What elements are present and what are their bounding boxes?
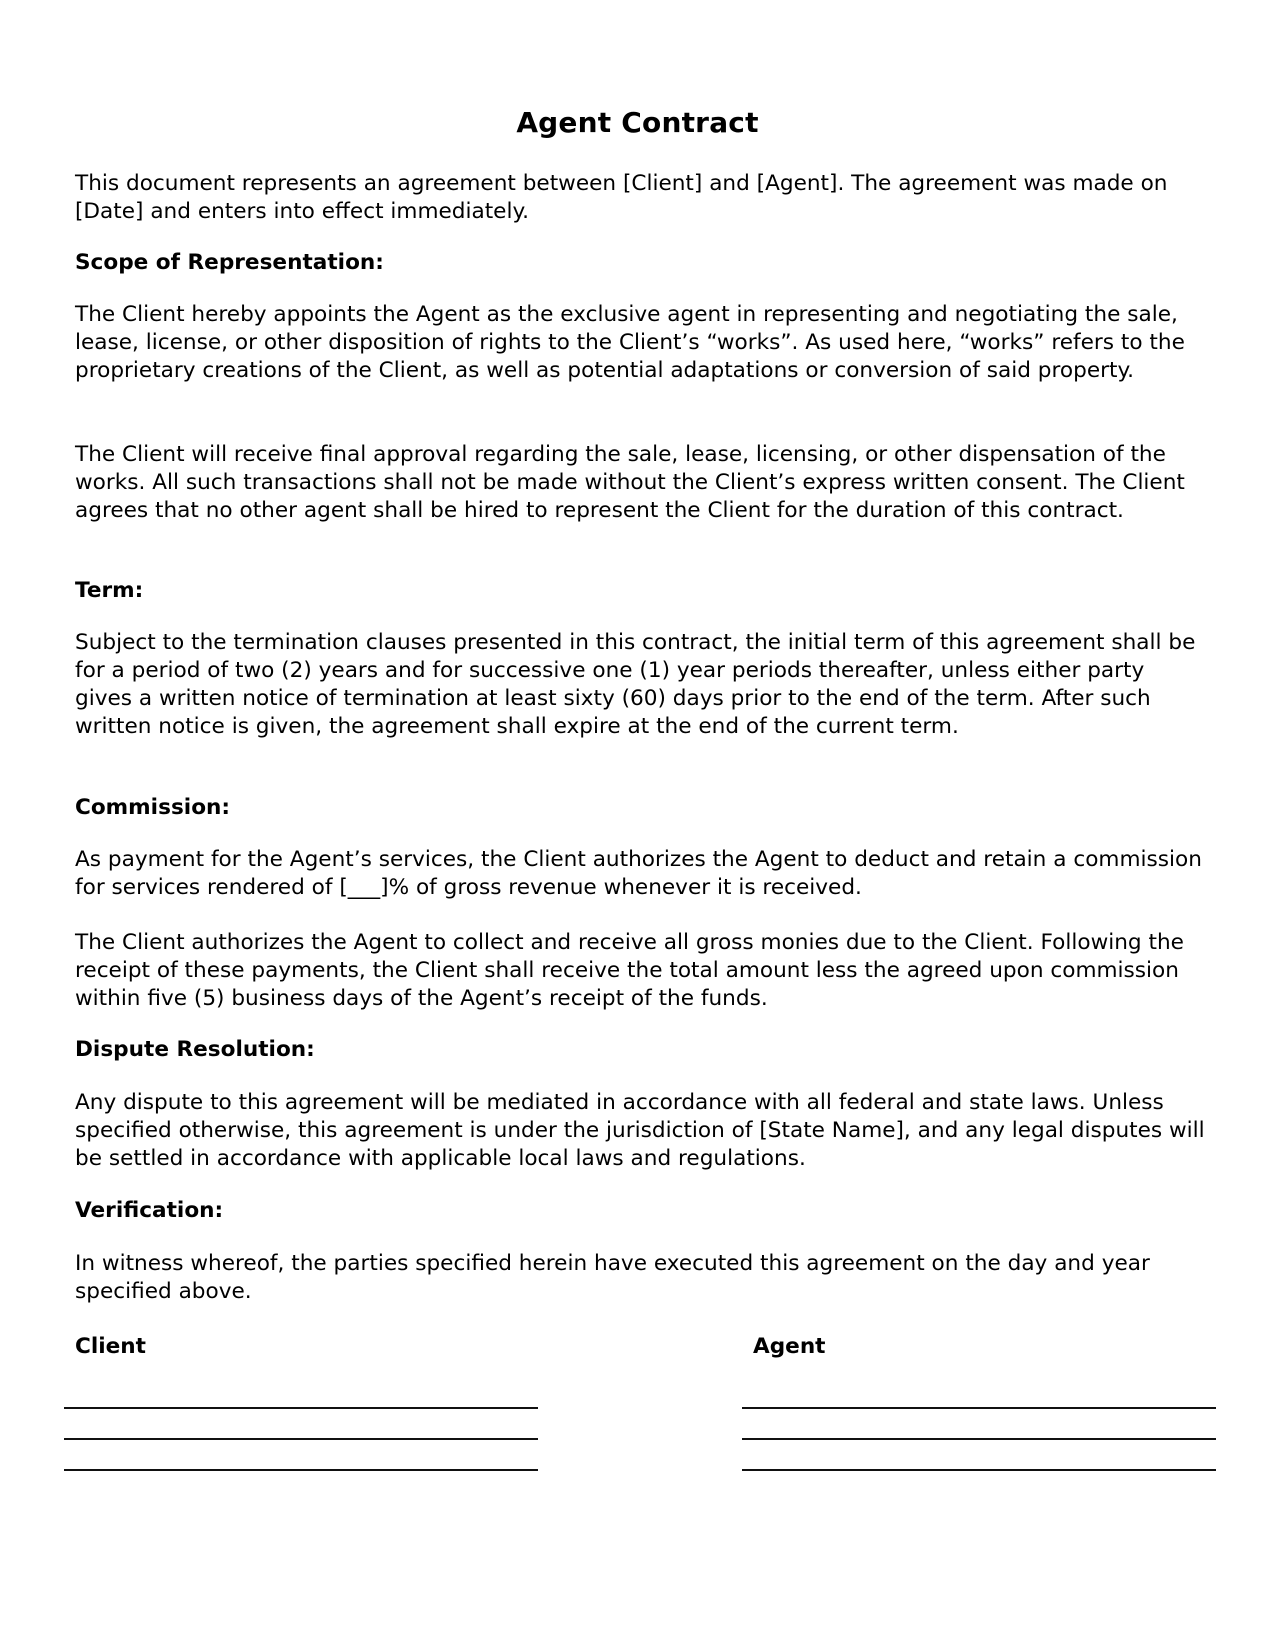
section-heading-commission: Commission:: [75, 795, 231, 820]
document-title: Agent Contract: [516, 106, 759, 139]
scope-paragraph-2: [75, 441, 1205, 525]
section-heading-term: Term:: [75, 578, 144, 603]
section-heading-scope: Scope of Representation:: [75, 250, 384, 275]
section-heading-verification: Verification:: [75, 1198, 224, 1223]
agent-signature-line-3[interactable]: [742, 1469, 1216, 1471]
scope-text-1: The Client hereby appoints the Agent as the exclusive agent in representing and negotiating the sale, lease, license, or other disposition of rights to the Client’s “works”. As used here, “works” refers to the proprietary creations of the Client, as well as potential adaptations or conversion of said property.: [75, 302, 1185, 383]
term-text: Subject to the termination clauses presented in this contract, the initial term of this agreement shall be for a period of two (2) years and for successive one (1) year periods thereafter, unless either party gives a written notice of termination at least sixty (60) days prior to the end of the term. After such written notice is given, the agreement shall expire at the end of the current term.: [75, 630, 1196, 739]
commission-text-1: As payment for the Agent’s services, the Client authorizes the Agent to deduct and retain a commission for services rendered of [___]% of gross revenue whenever it is received.: [75, 847, 1202, 900]
agent-signature-label: Agent: [753, 1334, 826, 1359]
agent-signature-line-2[interactable]: [742, 1438, 1216, 1440]
client-signature-line-2[interactable]: [64, 1438, 538, 1440]
commission-paragraph-2: [75, 929, 1205, 1013]
client-signature-label: Client: [75, 1334, 146, 1359]
scope-paragraph-1: [75, 301, 1205, 385]
scope-text-2: The Client will receive final approval regarding the sale, lease, licensing, or other dispensation of the works. All such transactions shall not be made without the Client’s express written consent. The Client agrees that no other agent shall be hired to represent the Client for the duration of this contract.: [75, 442, 1185, 523]
verification-paragraph: [75, 1250, 1205, 1306]
intro-paragraph: [75, 170, 1205, 226]
dispute-text: Any dispute to this agreement will be mediated in accordance with all federal and state laws. Unless specified otherwise, this agreement is under the jurisdiction of [State Name], and any legal disputes will be settled in accordance with applicable local laws and regulations.: [75, 1090, 1205, 1171]
commission-paragraph-1: [75, 846, 1205, 902]
intro-text: This document represents an agreement between [Client] and [Agent]. The agreement was made on [Date] and enters into effect immediately.: [75, 171, 1168, 224]
term-paragraph: [75, 629, 1205, 741]
commission-text-2: The Client authorizes the Agent to collect and receive all gross monies due to the Client. Following the receipt of these payments, the Client shall receive the total amount less the agreed upon commission within five (5) business days of the Agent’s receipt of the funds.: [75, 930, 1184, 1011]
verification-text: In witness whereof, the parties specified herein have executed this agreement on the day and year specified above.: [75, 1251, 1150, 1304]
client-signature-line-1[interactable]: [64, 1407, 538, 1409]
dispute-paragraph: [75, 1089, 1205, 1173]
agent-signature-line-1[interactable]: [742, 1407, 1216, 1409]
section-heading-dispute: Dispute Resolution:: [75, 1037, 315, 1062]
client-signature-line-3[interactable]: [64, 1469, 538, 1471]
